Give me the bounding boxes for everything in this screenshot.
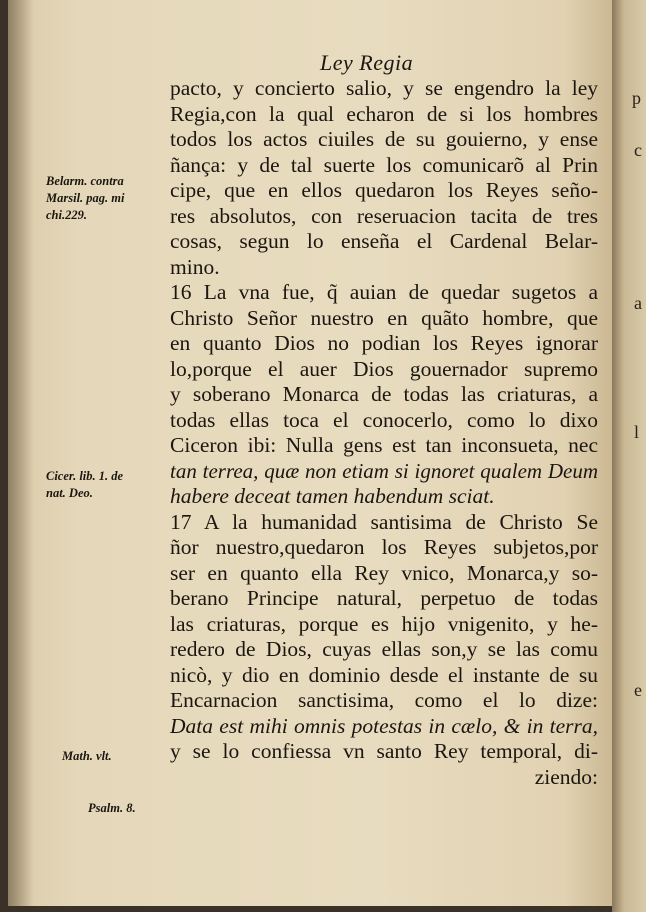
catchword: ziendo: [534, 764, 598, 789]
paragraph-16-start: 16 La vna fue, q̃ auian de quedar sugetos a [170, 280, 598, 304]
text-line: y soberano Monarca de todas las criaturas, a [170, 382, 598, 406]
adjacent-page-letter: l [634, 422, 640, 442]
text-line: Christo Señor nuestro en quãto hombre, que [170, 305, 598, 330]
margin-note-belarmino [46, 173, 166, 224]
margin-note-psalm: Psalm. 8. [88, 801, 136, 815]
gutter-shadow [8, 0, 34, 906]
text-line: res absolutos, con reseruacion tacita de tres [170, 203, 598, 228]
adjacent-page-letter: c [634, 140, 642, 160]
latin-quote-line: habere deceat tamen habendum sciat. [170, 484, 495, 508]
adjacent-page-letter: a [634, 293, 642, 313]
margin-note-line: nat. Deo. [46, 486, 93, 500]
text-line: en quanto Dios no podian los Reyes ignorar [170, 331, 598, 355]
text-line: Ciceron ibi: Nulla gens est tan inconsueta, nec [170, 433, 598, 457]
body-text [170, 76, 598, 790]
text-line: ñor nuestro,quedaron los Reyes subjetos,por [170, 535, 598, 559]
margin-note-line: Marsil. pag. mi [46, 191, 125, 205]
text-line: Regia,con la qual echaron de si los hombres [170, 101, 598, 126]
latin-quote-line: Data est mihi omnis potestas in cælo, & in terra, [170, 713, 598, 738]
text-line: pacto, y concierto salio, y se engendro la ley [170, 76, 598, 100]
margin-note-cicero [46, 468, 166, 502]
latin-quote-line: tan terrea, quæ non etiam si ignoret qualem Deum [170, 458, 598, 483]
margin-note-line: chi.229. [46, 208, 87, 222]
text-line: ser en quanto ella Rey vnico, Monarca,y so- [170, 560, 598, 585]
running-head: Ley Regia [320, 50, 414, 75]
margin-note-line: Belarm. contra [46, 174, 124, 188]
text-line: ñança: y de tal suerte los comunicarõ al Prin [170, 152, 598, 177]
margin-note-matthew: Math. vlt. [62, 749, 112, 763]
text-line: cosas, segun lo enseña el Cardenal Belar- [170, 229, 598, 253]
text-line: todos los actos ciuiles de su gouierno, y ense [170, 127, 598, 151]
text-line: cipe, que en ellos quedaron los Reyes seño- [170, 178, 598, 202]
adjacent-page-letter: e [634, 680, 642, 700]
adjacent-page-edge [612, 0, 646, 912]
text-line: berano Principe natural, perpetuo de todas [170, 586, 598, 610]
paragraph-17-start: 17 A la humanidad santisima de Christo Se [170, 509, 598, 534]
text-line: mino. [170, 254, 220, 279]
adjacent-page-letter: p [632, 88, 641, 108]
text-line: redero de Dios, cuyas ellas son,y se las comu [170, 637, 598, 661]
text-line: las criaturas, porque es hijo vnigenito, y he- [170, 611, 598, 636]
margin-note-line: Cicer. lib. 1. de [46, 469, 124, 483]
text-line: Encarnacion sanctisima, como el lo dize: [170, 688, 598, 712]
text-line: todas ellas toca el conocerlo, como lo dixo [170, 407, 598, 432]
text-line: nicò, y dio en dominio desde el instante de su [170, 662, 598, 687]
text-line: y se lo confiessa vn santo Rey temporal, di- [170, 739, 598, 763]
text-line: lo,porque el auer Dios gouernador supremo [170, 356, 598, 381]
